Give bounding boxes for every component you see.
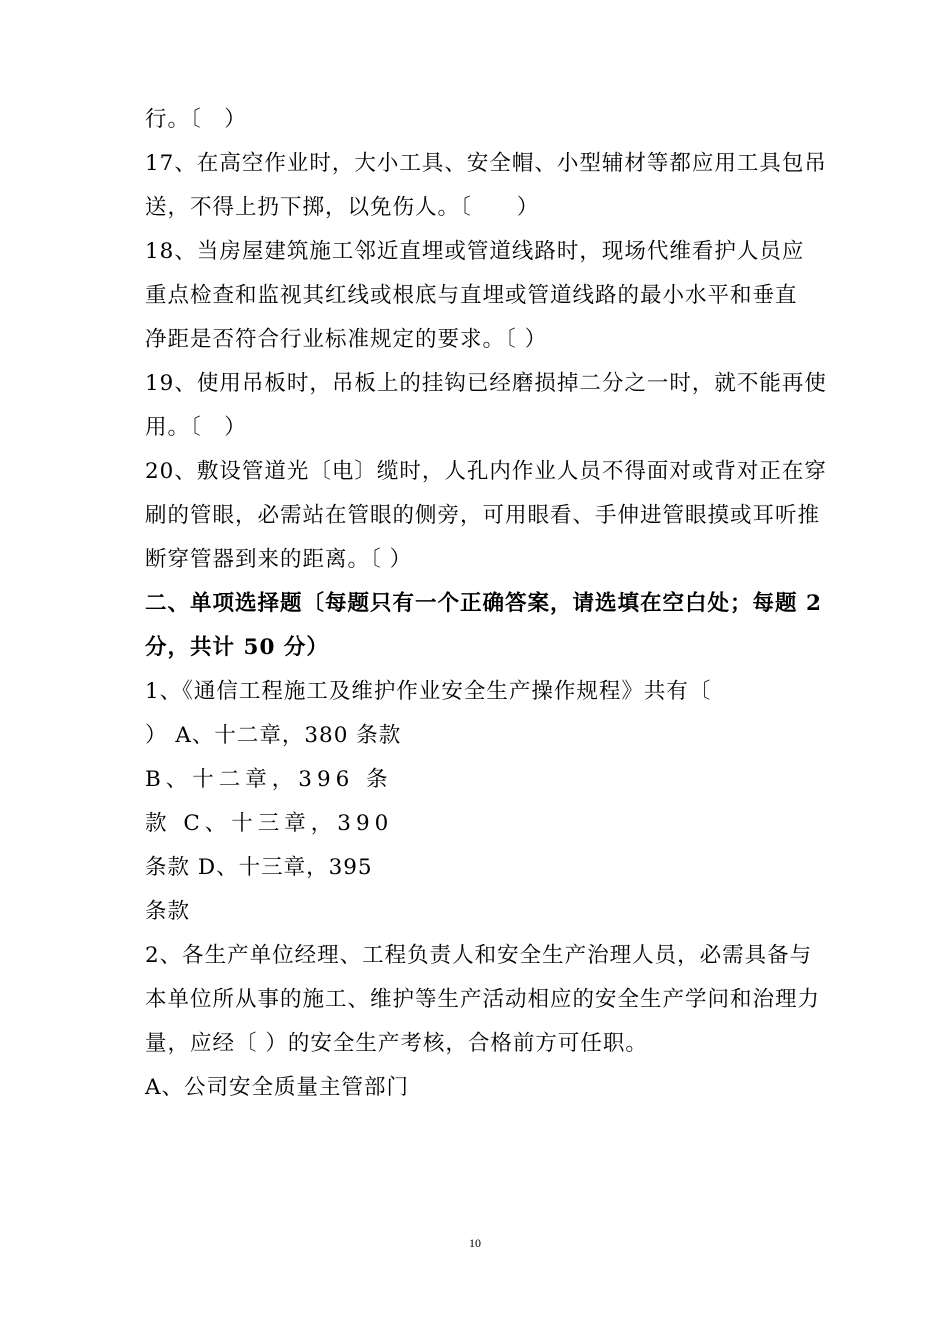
section-heading-line-2: 分，共计 50 分） xyxy=(145,635,329,660)
question-20-line-3: 断穿管器到来的距离。〔 ） xyxy=(145,547,413,572)
mc-question-2-line-2: 本单位所从事的施工、维护等生产活动相应的安全生产学问和治理力 xyxy=(145,987,821,1012)
mc-question-2-line-3: 量，应经〔 ）的安全生产考核，合格前方可任职。 xyxy=(145,1031,648,1056)
question-18-line-2: 重点检查和监视其红线或根底与直埋或管道线路的最小水平和垂直 xyxy=(145,283,798,308)
question-18-line-3: 净距是否符合行业标准规定的要求。〔 ） xyxy=(145,327,548,352)
question-18-line-1: 18、当房屋建筑施工邻近直埋或管道线路时，现场代维看护人员应 xyxy=(145,239,805,264)
mc-question-2-line-1: 2、各生产单位经理、工程负责人和安全生产治理人员，必需具备与 xyxy=(145,943,813,968)
question-19-line-1: 19、使用吊板时，吊板上的挂钩已经磨损掉二分之一时，就不能再使 xyxy=(145,371,827,396)
text-line-continuation: 行。〔 ） xyxy=(145,107,247,132)
mc-question-1-line-1: 1、《通信工程施工及维护作业安全生产操作规程》共有〔 xyxy=(145,679,712,704)
question-17-line-1: 17、在高空作业时，大小工具、安全帽、小型辅材等都应用工具包吊 xyxy=(145,151,827,176)
page-number: 10 xyxy=(469,1236,481,1250)
question-17-line-2: 送，不得上扔下掷，以免伤人。〔 ） xyxy=(145,195,540,220)
question-20-line-1: 20、敷设管道光〔电〕缆时，人孔内作业人员不得面对或背对正在穿 xyxy=(145,459,827,484)
mc-question-1-option-d: 条款 D、十三章，395 xyxy=(145,855,373,880)
mc-question-1-tail: 条款 xyxy=(145,899,191,924)
mc-question-2-option-a: A、公司安全质量主管部门 xyxy=(145,1075,410,1100)
question-19-line-2: 用。〔 ） xyxy=(145,415,247,440)
mc-question-1-option-b: B、十二章，396 条 xyxy=(145,767,393,792)
section-heading-line-1: 二、单项选择题〔每题只有一个正确答案，请选填在空白处；每题 2 xyxy=(145,591,822,616)
question-20-line-2: 刷的管眼，必需站在管眼的侧旁，可用眼看、手伸进管眼摸或耳听推 xyxy=(145,503,821,528)
mc-question-1-option-a: ） A、十二章，380 条款 xyxy=(145,723,402,748)
mc-question-1-option-c: 款 C、十三章，390 xyxy=(145,811,394,836)
